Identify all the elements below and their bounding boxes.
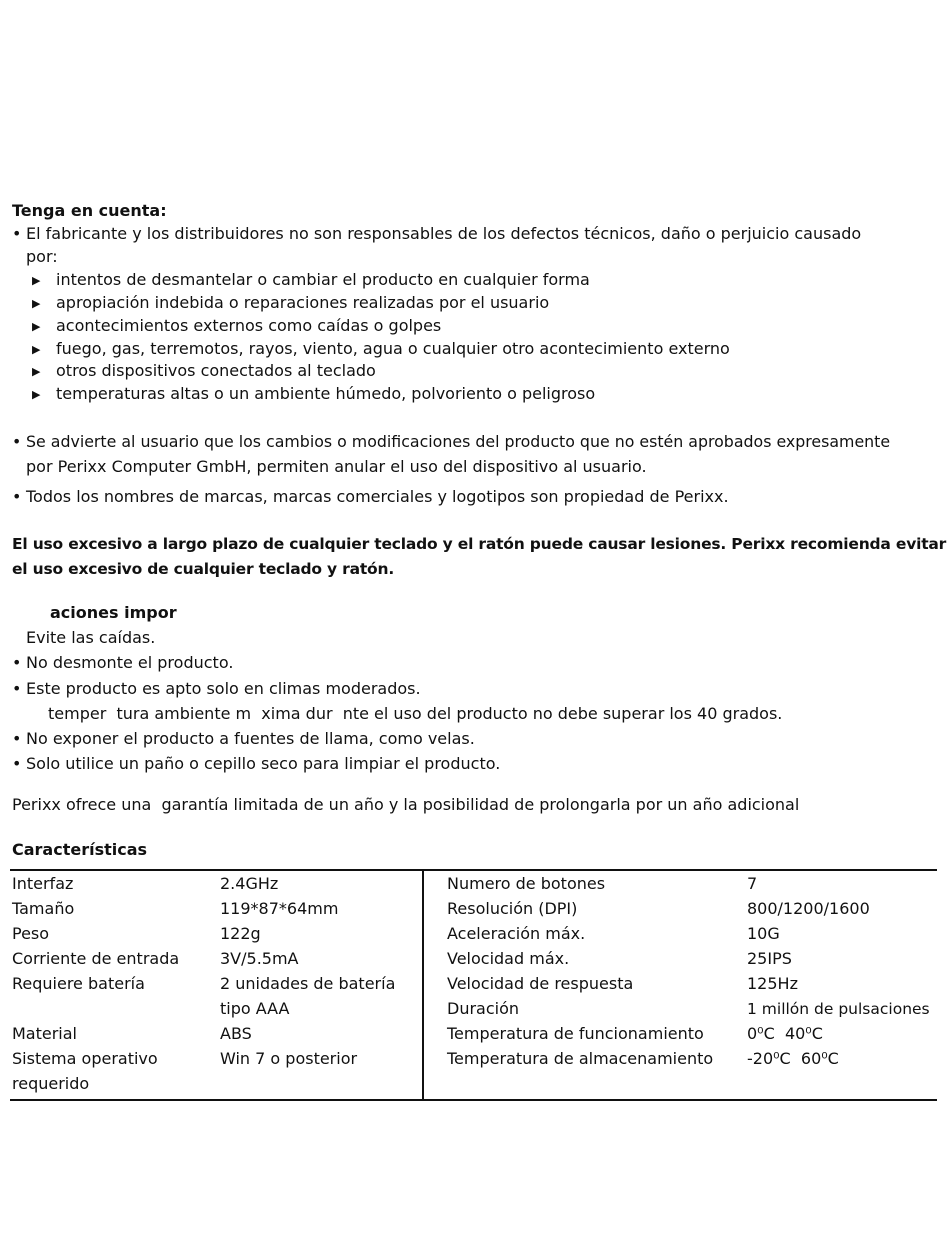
- spec-value: 125Hz: [747, 974, 798, 993]
- note-falls: Evite las caídas.: [26, 628, 156, 647]
- notice-intro: • El fabricante y los distribuidores no son responsables de los defectos técnicos, daño o perjuicio causado: [12, 224, 862, 243]
- triangle-bullet-icon: ▶: [32, 297, 41, 310]
- spec-value: 2.4GHz: [220, 874, 279, 893]
- spec-label: Temperatura de almacenamiento: [447, 1049, 714, 1068]
- bullet-icon: •: [12, 432, 22, 451]
- injury-warning-line1: El uso excesivo a largo plazo de cualquier teclado y el ratón puede causar lesiones. Perixx recomienda evitar: [12, 535, 947, 553]
- spec-label: Resolución (DPI): [447, 899, 578, 918]
- bullet-icon: •: [12, 754, 22, 773]
- triangle-bullet-icon: ▶: [32, 274, 41, 287]
- triangle-bullet-icon: ▶: [32, 388, 41, 401]
- bullet-icon: •: [12, 224, 22, 243]
- list-item: ▶ otros dispositivos conectados al teclado: [32, 360, 376, 384]
- list-item: ▶ acontecimientos externos como caídas o golpes: [32, 315, 441, 339]
- specs-table: [10, 869, 937, 1101]
- spec-label: Velocidad máx.: [447, 949, 570, 968]
- note-temperature: temper tura ambiente m xima dur nte el uso del producto no debe superar los 40 grados.: [48, 704, 783, 723]
- note-flame: • No exponer el producto a fuentes de llama, como velas.: [12, 729, 475, 748]
- note-climate: • Este producto es apto solo en climas moderados.: [12, 679, 421, 698]
- notice-heading: Tenga en cuenta:: [12, 201, 167, 220]
- notice-intro-cont: por:: [26, 247, 58, 266]
- trademark-notice: • Todos los nombres de marcas, marcas comerciales y logotipos son propiedad de Perixx.: [12, 487, 729, 506]
- spec-value: 3V/5.5mA: [220, 949, 299, 968]
- spec-value: -20⁰C 60⁰C: [747, 1049, 839, 1068]
- note-cleaning: • Solo utilice un paño o cepillo seco para limpiar el producto.: [12, 754, 501, 773]
- triangle-bullet-icon: ▶: [32, 365, 41, 378]
- table-divider: [422, 871, 424, 1099]
- triangle-bullet-icon: ▶: [32, 343, 41, 356]
- spec-value: 800/1200/1600: [747, 899, 870, 918]
- spec-value: Win 7 o posterior: [220, 1049, 358, 1068]
- spec-label: Tamaño: [12, 899, 75, 918]
- spec-label: Aceleración máx.: [447, 924, 586, 943]
- spec-label: Velocidad de respuesta: [447, 974, 634, 993]
- list-item: ▶ intentos de desmantelar o cambiar el producto en cualquier forma: [32, 269, 590, 293]
- spec-value: 25IPS: [747, 949, 792, 968]
- spec-value: 10G: [747, 924, 780, 943]
- injury-warning-line2: el uso excesivo de cualquier teclado y ratón.: [12, 560, 395, 578]
- modification-warning-cont: por Perixx Computer GmbH, permiten anular el uso del dispositivo al usuario.: [26, 457, 647, 476]
- modification-warning: • Se advierte al usuario que los cambios o modificaciones del producto que no estén aprobados expresamente: [12, 432, 891, 451]
- list-item: ▶ fuego, gas, terremotos, rayos, viento, agua o cualquier otro acontecimiento externo: [32, 338, 730, 362]
- spec-label: Material: [12, 1024, 77, 1043]
- spec-value: 119*87*64mm: [220, 899, 339, 918]
- spec-value: 0⁰C 40⁰C: [747, 1024, 823, 1043]
- note-disassemble: • No desmonte el producto.: [12, 653, 234, 672]
- spec-label: Sistema operativo: [12, 1049, 158, 1068]
- specs-heading: Características: [12, 840, 148, 859]
- bullet-icon: •: [12, 653, 22, 672]
- spec-value: ABS: [220, 1024, 252, 1043]
- spec-value-cont: tipo AAA: [220, 999, 290, 1018]
- bullet-icon: •: [12, 729, 22, 748]
- spec-value: 2 unidades de batería: [220, 974, 396, 993]
- spec-label-cont: requerido: [12, 1074, 90, 1093]
- spec-value: 1 millón de pulsaciones: [747, 1000, 930, 1018]
- triangle-bullet-icon: ▶: [32, 320, 41, 333]
- spec-label: Requiere batería: [12, 974, 145, 993]
- warranty-statement: Perixx ofrece una garantía limitada de un año y la posibilidad de prolongarla por un año adicional: [12, 795, 800, 814]
- spec-label: Interfaz: [12, 874, 74, 893]
- important-heading: aciones impor: [50, 603, 177, 622]
- spec-label: Corriente de entrada: [12, 949, 180, 968]
- spec-label: Temperatura de funcionamiento: [447, 1024, 704, 1043]
- list-item: ▶ temperaturas altas o un ambiente húmedo, polvoriento o peligroso: [32, 383, 595, 407]
- spec-label: Numero de botones: [447, 874, 606, 893]
- bullet-icon: •: [12, 679, 22, 698]
- bullet-icon: •: [12, 487, 22, 506]
- spec-value: 7: [747, 874, 758, 893]
- spec-label: Peso: [12, 924, 50, 943]
- spec-label: Duración: [447, 999, 520, 1018]
- list-item: ▶ apropiación indebida o reparaciones realizadas por el usuario: [32, 292, 549, 316]
- spec-value: 122g: [220, 924, 261, 943]
